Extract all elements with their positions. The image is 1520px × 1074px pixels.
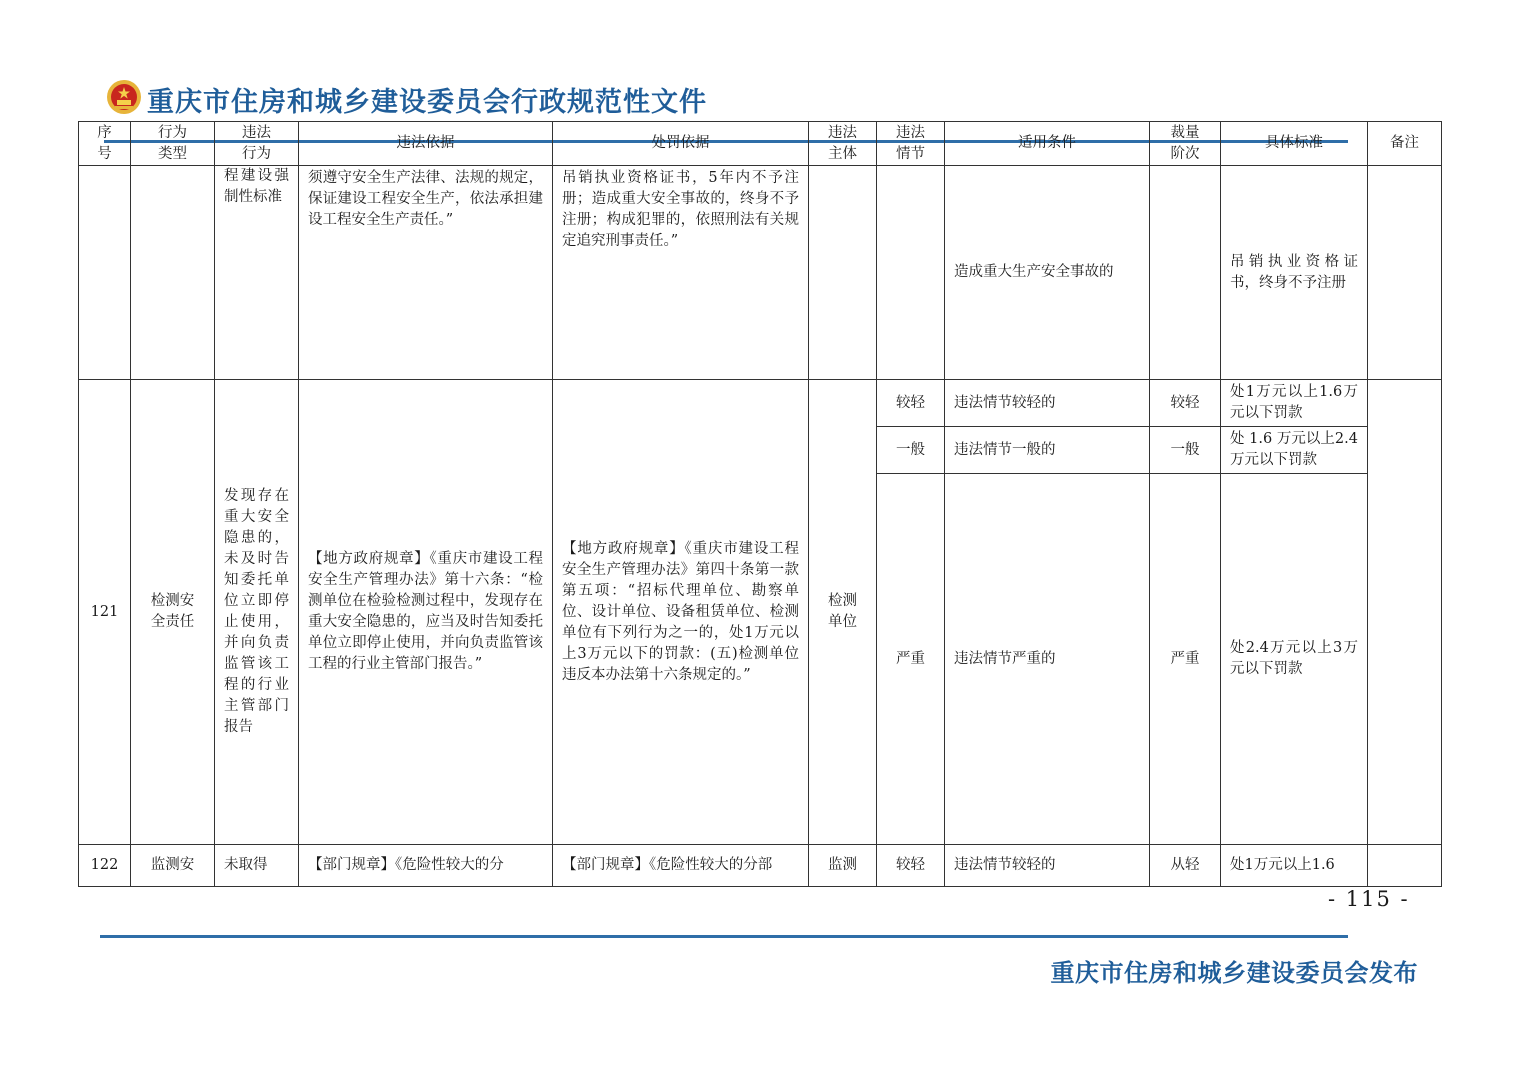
row121-plot-1: 较轻 bbox=[877, 380, 945, 427]
row121-level-2: 一般 bbox=[1150, 427, 1221, 474]
table-row bbox=[79, 166, 1442, 380]
cont-behavior: 程建设强制性标准 bbox=[215, 166, 299, 380]
row121-plot-3: 严重 bbox=[877, 474, 945, 845]
row121-standard-3: 处2.4万元以上3万元以下罚款 bbox=[1221, 474, 1368, 845]
row121-plot-2: 一般 bbox=[877, 427, 945, 474]
header-subject: 违法 主体 bbox=[809, 122, 877, 166]
row121-condition-2: 违法情节一般的 bbox=[945, 427, 1150, 474]
cont-condition: 造成重大生产安全事故的 bbox=[945, 166, 1150, 380]
row121-subject: 检测单位 bbox=[809, 380, 877, 845]
header-level: 裁量 阶次 bbox=[1150, 122, 1221, 166]
header-condition: 适用条件 bbox=[945, 122, 1150, 166]
row122-subject: 监测 bbox=[809, 845, 877, 887]
header-penalty: 处罚依据 bbox=[553, 122, 809, 166]
row122-plot: 较轻 bbox=[877, 845, 945, 887]
penalty-table bbox=[78, 121, 1442, 887]
header-seq: 序 号 bbox=[79, 122, 131, 166]
row122-basis: 【部门规章】《危险性较大的分 bbox=[299, 845, 553, 887]
table-row bbox=[79, 845, 1442, 887]
header-type: 行为 类型 bbox=[131, 122, 215, 166]
cont-basis: 须遵守安全生产法律、法规的规定，保证建设工程安全生产，依法承担建设工程安全生产责任。” bbox=[299, 166, 553, 380]
footer-rule bbox=[100, 935, 1348, 938]
row122-standard: 处1万元以上1.6 bbox=[1221, 845, 1368, 887]
row122-behavior: 未取得 bbox=[215, 845, 299, 887]
row121-level-3: 严重 bbox=[1150, 474, 1221, 845]
cont-penalty: 吊销执业资格证书，5年内不予注册；造成重大安全事故的，终身不予注册；构成犯罪的，依照刑法有关规定追究刑事责任。” bbox=[553, 166, 809, 380]
row122-penalty: 【部门规章】《危险性较大的分部 bbox=[553, 845, 809, 887]
row121-level-1: 较轻 bbox=[1150, 380, 1221, 427]
row121-penalty: 【地方政府规章】《重庆市建设工程安全生产管理办法》第四十条第一款第五项：“招标代理单位、勘察单位、设计单位、设备租赁单位、检测单位有下列行为之一的，处1万元以上3万元以下的罚款：(五)检测单位违反本办法第十六条规定的。” bbox=[553, 380, 809, 845]
row121-standard-2: 处 1.6 万元以上2.4万元以下罚款 bbox=[1221, 427, 1368, 474]
row121-behavior: 发现存在重大安全隐患的，未及时告知委托单位立即停止使用，并向负责监管该工程的行业主管部门报告 bbox=[215, 380, 299, 845]
row122-level: 从轻 bbox=[1150, 845, 1221, 887]
header-plot: 违法 情节 bbox=[877, 122, 945, 166]
table-row bbox=[79, 380, 1442, 427]
row122-seq: 122 bbox=[79, 845, 131, 887]
row121-condition-1: 违法情节较轻的 bbox=[945, 380, 1150, 427]
header-behavior: 违法 行为 bbox=[215, 122, 299, 166]
header-title: 重庆市住房和城乡建设委员会行政规范性文件 bbox=[147, 87, 707, 118]
footer-publisher: 重庆市住房和城乡建设委员会发布 bbox=[1050, 958, 1418, 987]
cont-standard: 吊销执业资格证书，终身不予注册 bbox=[1221, 166, 1368, 380]
row121-type: 检测安全责任 bbox=[131, 380, 215, 845]
national-emblem-icon bbox=[106, 79, 142, 115]
row122-type: 监测安 bbox=[131, 845, 215, 887]
header-standard: 具体标准 bbox=[1221, 122, 1368, 166]
row121-standard-1: 处1万元以上1.6万元以下罚款 bbox=[1221, 380, 1368, 427]
row121-condition-3: 违法情节严重的 bbox=[945, 474, 1150, 845]
row122-condition: 违法情节较轻的 bbox=[945, 845, 1150, 887]
table-header-row bbox=[79, 122, 1442, 166]
page-number: - 115 - bbox=[1328, 887, 1410, 911]
header-remark: 备注 bbox=[1368, 122, 1442, 166]
row121-basis: 【地方政府规章】《重庆市建设工程安全生产管理办法》第十六条：“检测单位在检验检测过程中，发现存在重大安全隐患的，应当及时告知委托单位立即停止使用，并向负责监管该工程的行业主管部门报告。” bbox=[299, 380, 553, 845]
row121-seq: 121 bbox=[79, 380, 131, 845]
header-basis: 违法依据 bbox=[299, 122, 553, 166]
